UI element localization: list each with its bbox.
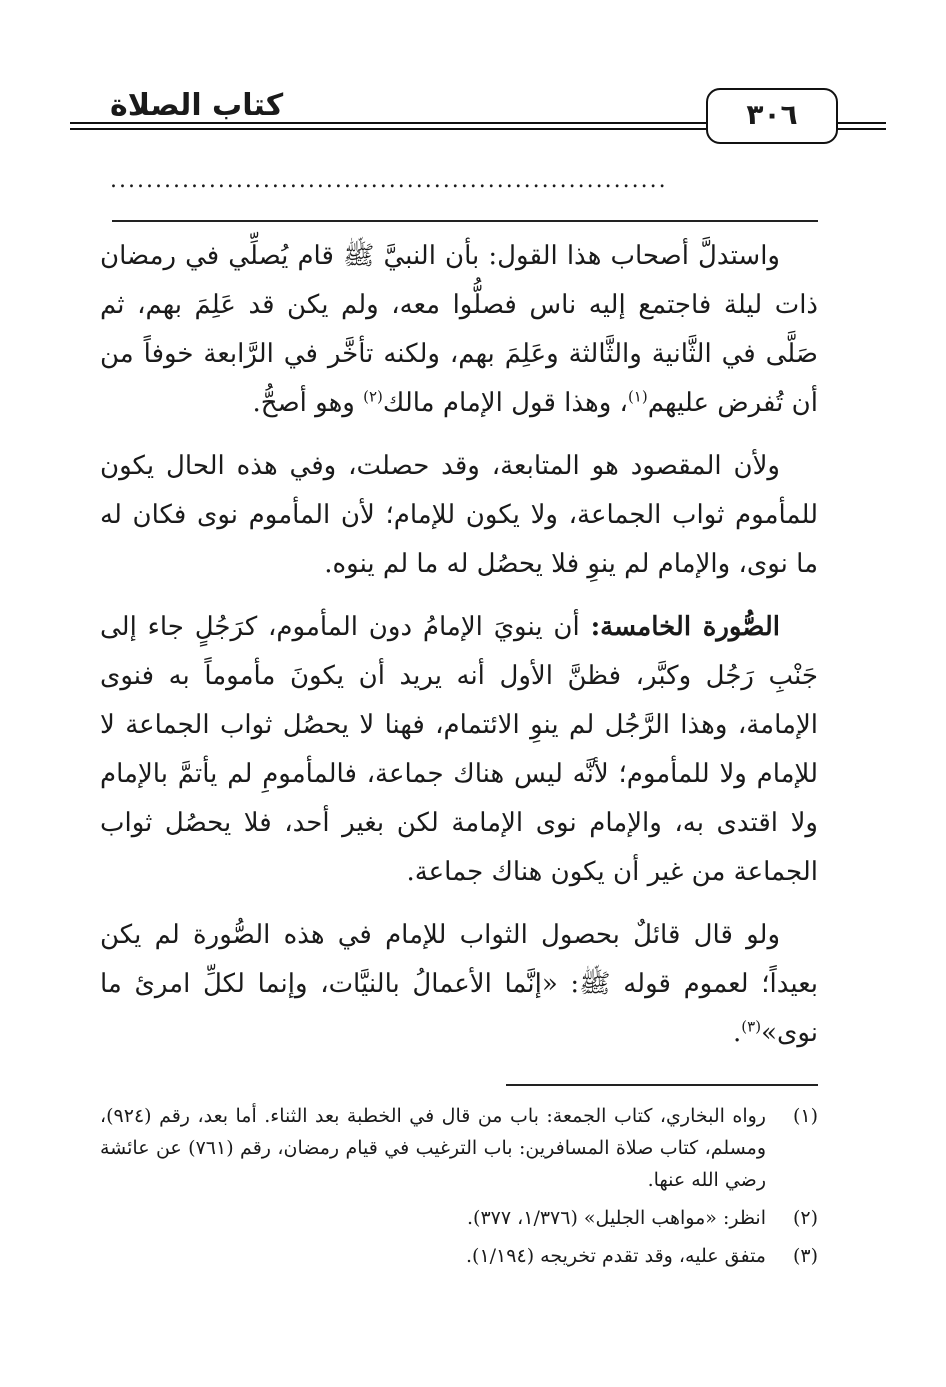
footnote-text: انظر: «مواهب الجليل» (١/٣٧٦، ٣٧٧). — [467, 1207, 766, 1229]
paragraph-2: ولأن المقصود هو المتابعة، وقد حصلت، وفي هذه الحال يكون للمأموم ثواب الجماعة، ولا يكون للإمام؛ لأن المأموم نوى فكان له ما نوى، والإمام لم ينوِ فلا يحصُل له ما لم ينوه. — [100, 451, 818, 579]
main-text — [100, 232, 818, 1072]
separator-line — [112, 220, 818, 222]
paragraph-3 — [100, 603, 818, 897]
paragraph-4-text: ولو قال قائلٌ بحصول الثواب للإمام في هذه الصُّورة لم يكن بعيداً؛ لعموم قوله ﷺ: «إنَّما الأعمالُ بالنيَّات، وإنما لكلِّ امرئ ما نوى» — [100, 920, 818, 1048]
footnote-number: (٣) — [792, 1245, 818, 1267]
header-rule-left-2 — [70, 128, 706, 130]
footnote-number: (٢) — [792, 1207, 818, 1229]
footnote-ref-2: (٢) — [363, 387, 383, 406]
continuation-dots: .............................................................. — [110, 168, 668, 193]
section-heading: الصُّورة الخامسة: — [590, 612, 780, 642]
footnote-ref-1: (١) — [627, 387, 648, 406]
paragraph-1 — [100, 232, 818, 428]
page-header — [70, 88, 820, 144]
footnote-2 — [100, 1202, 818, 1234]
footnote-separator — [506, 1084, 818, 1086]
book-title: كتاب الصلاة — [110, 88, 284, 123]
page-number: ٣٠٦ — [706, 88, 838, 144]
footnote-ref-3: (٣) — [741, 1017, 762, 1036]
paragraph-1-end: وهو أصحُّ. — [252, 388, 364, 418]
paragraph-1-middle: ، وهذا قول الإمام مالك — [382, 388, 628, 418]
footnote-3 — [100, 1240, 818, 1272]
footnotes — [100, 1100, 818, 1278]
paragraph-1-text: واستدلَّ أصحاب هذا القول: بأن النبيَّ ﷺ قام يُصلِّي في رمضان ذات ليلة فاجتمع إليه ناس فصلُّوا معه، ولم يكن قد عَلِمَ بهم، ثم صَلَّى في الثَّانية والثَّالثة وعَلِمَ بهم، ولكنه تأخَّر في الرَّابعة خوفاً من أن تُفرض عليهم — [100, 241, 818, 418]
footnote-number: (١) — [792, 1105, 818, 1127]
paragraph-3-text: أن ينويَ الإمامُ دون المأموم، كرَجُلٍ جاء إلى جَنْبِ رَجُل وكبَّر، فظنَّ الأول أنه يريد أن يكونَ مأموماً به فنوى الإمامة، وهذا الرَّجُل لم ينوِ الائتمام، فهنا لا يحصُل ثواب الجماعة لا للإمام ولا للمأموم؛ لأنَّه ليس هناك جماعة، فالمأمومِ لم يأتمَّ بالإمام ولا اقتدى به، والإمام نوى الإمامة لكن بغير أحد، فلا يحصُل ثواب الجماعة من غير أن يكون هناك جماعة. — [100, 612, 818, 887]
footnote-text: رواه البخاري، كتاب الجمعة: باب من قال في الخطبة بعد الثناء. أما بعد، رقم (٩٢٤)، ومسلم، كتاب صلاة المسافرين: باب الترغيب في قيام رمضان، رقم (٧٦١) عن عائشة رضي الله عنها. — [100, 1105, 766, 1191]
header-rule-right — [836, 122, 886, 124]
footnote-1 — [100, 1100, 818, 1196]
paragraph-4 — [100, 911, 818, 1058]
footnote-text: متفق عليه، وقد تقدم تخريجه (١/١٩٤). — [466, 1245, 766, 1267]
paragraph-4-end: . — [733, 1018, 742, 1048]
header-rule-right-2 — [836, 128, 886, 130]
